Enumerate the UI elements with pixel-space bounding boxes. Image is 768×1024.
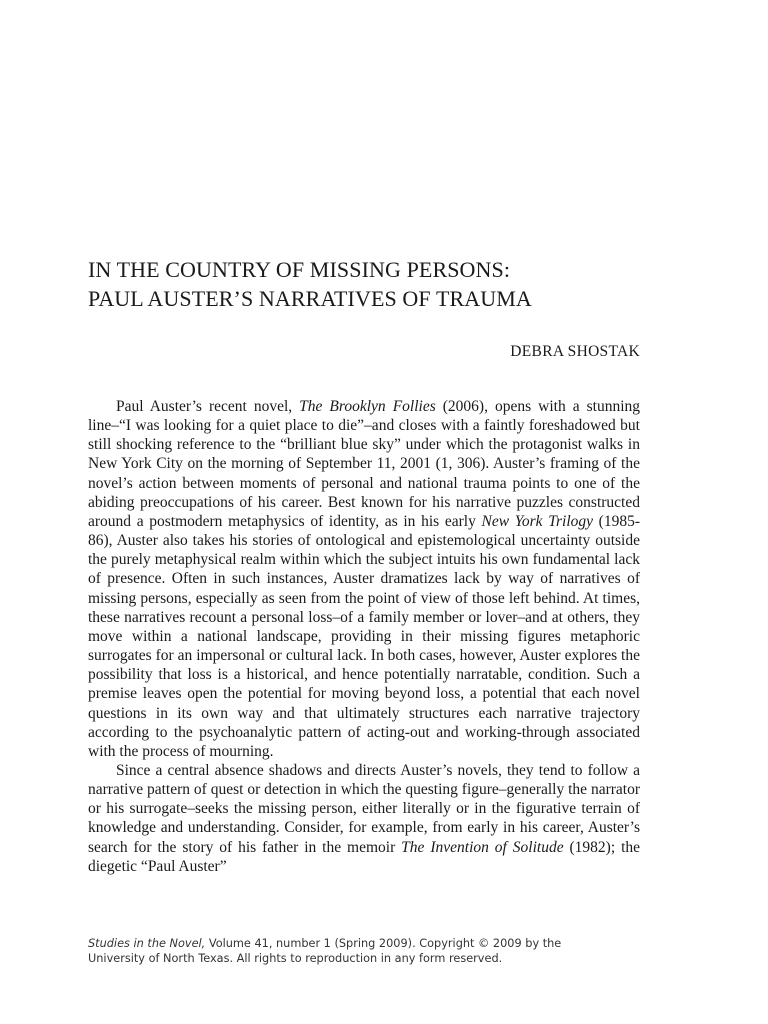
article-body xyxy=(88,397,640,876)
paragraph-1-text-a: Paul Auster’s recent novel, xyxy=(116,398,300,415)
paragraph-2-text-a: Since a central absence shadows and directs Auster’s novels, they tend to follow a narrative pattern of quest or detection in which the questing figure–generally the narrator or his surrogate–seeks the missing person, either literally or in the figurative terrain of knowledge and understanding. Consider, for example, from early in his career, Auster’s search for the story of his father in the memoir xyxy=(88,761,640,856)
article-title-line-1: IN THE COUNTRY OF MISSING PERSONS: xyxy=(88,257,511,282)
paragraph-2 xyxy=(88,761,640,876)
paragraph-1 xyxy=(88,397,640,761)
book-title-new-york-trilogy: New York Trilogy xyxy=(481,512,594,530)
article-author: DEBRA SHOSTAK xyxy=(510,343,640,360)
copyright-footnote xyxy=(88,936,648,966)
paragraph-2-text-b: (1982); the diegetic “Paul Auster” xyxy=(88,838,641,875)
journal-name: Studies in the Novel, xyxy=(88,937,206,950)
book-title-invention-of-solitude: The Invention of Solitude xyxy=(401,838,564,856)
citation-line-1: Volume 41, number 1 (Spring 2009). Copyright © 2009 by the xyxy=(205,937,562,950)
paragraph-1-text-b: (2006), opens with a stunning line–“I was looking for a quiet place to die”–and closes with a faintly foreshadowed but still shocking reference to the “brilliant blue sky” under which the protagonist walks in New York City on the morning of September 11, 2001 (1, 306). Auster’s framing of the novel’s action between moments of personal and national trauma points to one of the abiding preoccupations of his career. Best known for his narrative puzzles constructed around a postmodern metaphysics of identity, as in his early xyxy=(88,398,641,530)
article-title xyxy=(88,255,688,313)
paragraph-1-text-c: (1985-86), Auster also takes his stories of ontological and epistemological uncertainty outside the purely metaphysical realm within which the subject intuits his own fundamental lack of presence. Often in such instances, Auster dramatizes lack by way of narratives of missing persons, especially as seen from the point of view of those left behind. At times, these narratives recount a personal loss–of a family member or lover–and at others, they move within a national landscape, providing in their missing figures metaphoric surrogates for an impersonal or cultural lack. In both cases, however, Auster explores the possibility that loss is a historical, and hence potentially narratable, condition. Such a premise leaves open the potential for moving beyond loss, a potential that each novel questions in its own way and that ultimately structures each narrative trajectory according to the psychoanalytic pattern of acting-out and working-through associated with the process of mourning. xyxy=(88,512,640,760)
citation-line-2: University of North Texas. All rights to reproduction in any form reserved. xyxy=(88,952,503,965)
article-title-line-2: PAUL AUSTER’S NARRATIVES OF TRAUMA xyxy=(88,286,532,311)
book-title-brooklyn-follies: The Brooklyn Follies xyxy=(299,398,436,415)
